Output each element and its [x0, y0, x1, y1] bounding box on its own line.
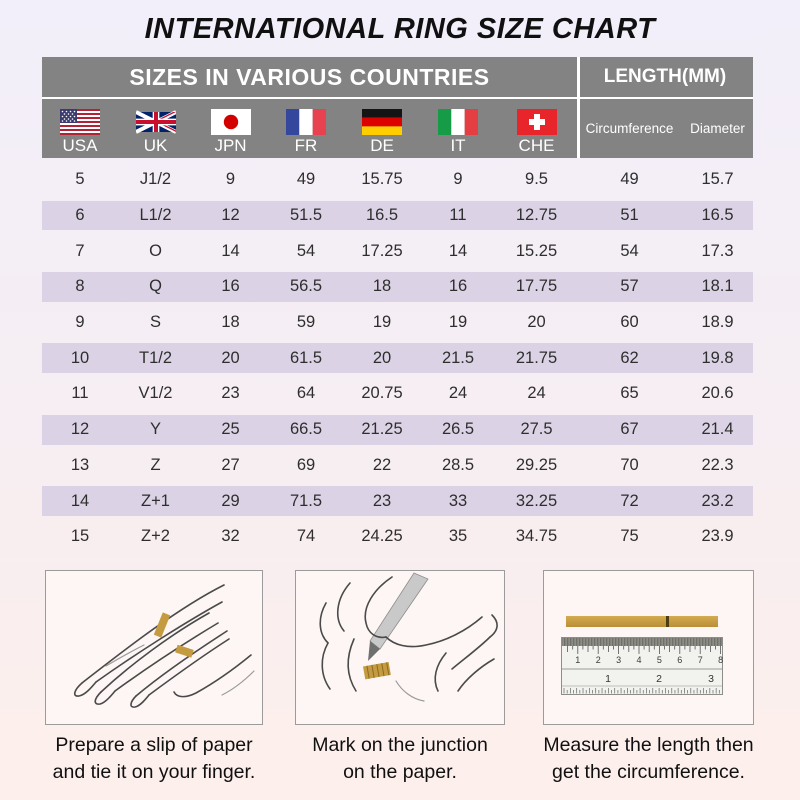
country-flags-row: [42, 99, 753, 158]
table-cell: L1/2: [139, 206, 172, 225]
usa-flag-label: USA: [62, 136, 98, 155]
table-cell: 71.5: [289, 491, 323, 510]
table-cell: 19: [448, 313, 468, 332]
table-cell: 15.7: [701, 170, 734, 189]
table-cell: 12: [70, 420, 90, 439]
table-cell: 62: [620, 348, 639, 367]
table-row: [42, 412, 753, 448]
table-cell: 9: [225, 170, 236, 189]
svg-text:3: 3: [708, 673, 714, 685]
svg-text:2: 2: [656, 673, 662, 685]
table-cell: 22.3: [701, 455, 734, 474]
it-flag-label: IT: [450, 136, 466, 155]
fr-flag-label: FR: [294, 136, 318, 155]
flag-cell-uk: [118, 99, 193, 158]
table-cell: 20.6: [701, 384, 734, 403]
table-cell: 9.5: [525, 170, 548, 189]
table-cell: 54: [620, 241, 639, 260]
table-cell: 32: [221, 527, 240, 546]
table-cell: 75: [620, 527, 639, 546]
table-cell: 64: [296, 384, 316, 403]
instruction-box-3: [543, 570, 754, 725]
uk-flag-icon: [136, 109, 176, 135]
table-cell: 24: [448, 384, 468, 403]
table-cell: 66.5: [289, 420, 323, 439]
table-cell: 17.75: [515, 277, 558, 296]
table-cell: V1/2: [138, 384, 173, 403]
table-cell: 65: [620, 384, 639, 403]
flag-cell-che: [496, 99, 577, 158]
table-cell: J1/2: [139, 170, 172, 189]
table-cell: 11: [71, 384, 89, 403]
header-sizes-label: SIZES IN VARIOUS COUNTRIES: [42, 57, 577, 97]
circumference-column-header: Circumference: [585, 121, 674, 136]
table-cell: 18.9: [701, 313, 734, 332]
table-cell: 18.1: [701, 277, 734, 296]
table-cell: 21.25: [361, 420, 403, 439]
table-cell: 7: [75, 241, 85, 260]
table-cell: 56.5: [289, 277, 323, 296]
table-cell: 23: [221, 384, 240, 403]
instruction-caption-2: Mark on the junction on the paper.: [312, 734, 488, 783]
table-cell: 14: [70, 491, 90, 510]
table-cell: 16: [221, 277, 240, 296]
jpn-flag-label: JPN: [214, 136, 247, 155]
table-cell: 19: [372, 313, 392, 332]
svg-text:4: 4: [636, 655, 642, 665]
switzerland-flag-icon: [517, 109, 557, 135]
table-cell: S: [149, 313, 161, 332]
table-cell: Q: [149, 277, 162, 296]
table-cell: 14: [448, 241, 468, 260]
table-cell: 21.75: [515, 348, 558, 367]
table-cell: 8: [75, 277, 85, 296]
table-cell: 15: [70, 527, 90, 546]
svg-text:8: 8: [718, 655, 723, 665]
table-cell: 16.5: [701, 206, 734, 225]
germany-flag-icon: [362, 109, 402, 135]
table-cell: 61.5: [289, 348, 323, 367]
table-cell: 18: [221, 313, 240, 332]
table-cell: 17.25: [361, 241, 403, 260]
table-cell: 25: [221, 420, 240, 439]
table-cell: 57: [620, 277, 639, 296]
svg-text:3: 3: [616, 655, 622, 665]
instruction-caption-3: Measure the length then get the circumference.: [543, 734, 754, 783]
table-cell: 18: [372, 277, 392, 296]
table-cell: 23.2: [701, 491, 734, 510]
table-cell: 59: [296, 313, 316, 332]
table-cell: 9: [453, 170, 463, 189]
flag-cell-it: [420, 99, 496, 158]
instruction-panels: [0, 570, 800, 800]
table-cell: 27: [221, 455, 240, 474]
hand-with-paper-illustration: [46, 571, 262, 724]
table-cell: 5: [75, 170, 85, 189]
instruction-panel-2: [295, 570, 505, 783]
table-cell: 16.5: [365, 206, 399, 225]
table-cell: 67: [620, 420, 639, 439]
table-cell: 60: [620, 313, 639, 332]
table-cell: 20: [372, 348, 392, 367]
table-row: [42, 162, 753, 198]
table-cell: 20: [527, 313, 546, 332]
table-cell: 23: [372, 491, 392, 510]
che-flag-label: CHE: [518, 136, 555, 155]
table-cell: Z: [150, 455, 161, 474]
table-cell: 26.5: [441, 420, 475, 439]
paper-strip-mark: [666, 616, 669, 627]
table-row: [42, 448, 753, 484]
table-cell: 10: [70, 348, 90, 367]
table-cell: O: [149, 241, 162, 260]
size-chart: [42, 57, 753, 555]
table-row: [42, 269, 753, 305]
table-cell: Z+2: [141, 527, 170, 546]
table-cell: 21.4: [701, 420, 734, 439]
table-cell: 51: [620, 206, 639, 225]
svg-text:1: 1: [575, 655, 581, 665]
table-cell: 72: [620, 491, 639, 510]
svg-text:2: 2: [595, 655, 601, 665]
de-flag-label: DE: [370, 136, 394, 155]
table-cell: 74: [296, 527, 316, 546]
table-cell: 29.25: [515, 455, 558, 474]
table-cell: 12.75: [515, 206, 558, 225]
table-row: [42, 340, 753, 376]
table-cell: 27.5: [520, 420, 553, 439]
instruction-box-1: [45, 570, 263, 725]
table-cell: 49: [296, 170, 316, 189]
table-cell: 6: [75, 206, 85, 225]
table-row: [42, 519, 753, 555]
usa-flag-icon: [60, 109, 100, 135]
table-cell: 54: [296, 241, 316, 260]
table-cell: 15.75: [361, 170, 403, 189]
instruction-panel-3: [543, 570, 754, 783]
table-cell: 24: [527, 384, 546, 403]
table-cell: 34.75: [515, 527, 558, 546]
italy-flag-icon: [438, 109, 478, 135]
header-divider: [577, 57, 580, 158]
table-cell: 51.5: [289, 206, 323, 225]
flag-cell-fr: [268, 99, 344, 158]
svg-text:5: 5: [656, 655, 662, 665]
table-cell: 13: [70, 455, 90, 474]
table-cell: 49: [620, 170, 639, 189]
table-cell: 9: [75, 313, 85, 332]
table-cell: T1/2: [138, 348, 173, 367]
size-table-body: [42, 162, 753, 555]
table-cell: 21.5: [441, 348, 475, 367]
table-cell: Y: [149, 420, 161, 439]
table-cell: 11: [449, 206, 467, 225]
table-cell: 32.25: [515, 491, 558, 510]
table-row: [42, 376, 753, 412]
flag-cell-jpn: [193, 99, 268, 158]
marking-hand-illustration: [296, 571, 504, 724]
svg-text:6: 6: [677, 655, 683, 665]
table-row: [42, 233, 753, 269]
table-cell: 28.5: [441, 455, 475, 474]
svg-text:7: 7: [697, 655, 703, 665]
ruler-illustration: [561, 637, 723, 695]
table-cell: 20: [221, 348, 240, 367]
instruction-box-2: [295, 570, 505, 725]
diameter-column-header: Diameter: [690, 121, 745, 136]
header-length-label: LENGTH(MM): [577, 57, 753, 97]
table-cell: 16: [448, 277, 468, 296]
table-cell: 12: [221, 206, 240, 225]
chart-header: [42, 57, 753, 158]
table-cell: 69: [296, 455, 316, 474]
flag-cell-usa: [42, 99, 118, 158]
table-cell: 17.3: [701, 241, 734, 260]
table-cell: 24.25: [361, 527, 403, 546]
table-row: [42, 483, 753, 519]
table-cell: 19.8: [701, 348, 734, 367]
flag-cell-de: [344, 99, 420, 158]
table-cell: 20.75: [361, 384, 403, 403]
uk-flag-label: UK: [143, 136, 168, 155]
table-cell: 15.25: [515, 241, 558, 260]
table-cell: 33: [448, 491, 468, 510]
table-cell: 23.9: [701, 527, 734, 546]
table-cell: 29: [221, 491, 240, 510]
table-cell: Z+1: [141, 491, 170, 510]
page-title: INTERNATIONAL RING SIZE CHART: [144, 13, 656, 45]
instruction-panel-1: [45, 570, 263, 783]
instruction-caption-1: Prepare a slip of paper and tie it on your finger.: [52, 734, 256, 783]
france-flag-icon: [286, 109, 326, 135]
table-cell: 35: [448, 527, 468, 546]
table-cell: 70: [620, 455, 639, 474]
table-cell: 14: [221, 241, 240, 260]
svg-text:1: 1: [605, 673, 611, 685]
table-row: [42, 198, 753, 234]
table-row: [42, 305, 753, 341]
paper-strip-illustration: [566, 616, 718, 627]
japan-flag-icon: [211, 109, 251, 135]
table-cell: 22: [372, 455, 392, 474]
